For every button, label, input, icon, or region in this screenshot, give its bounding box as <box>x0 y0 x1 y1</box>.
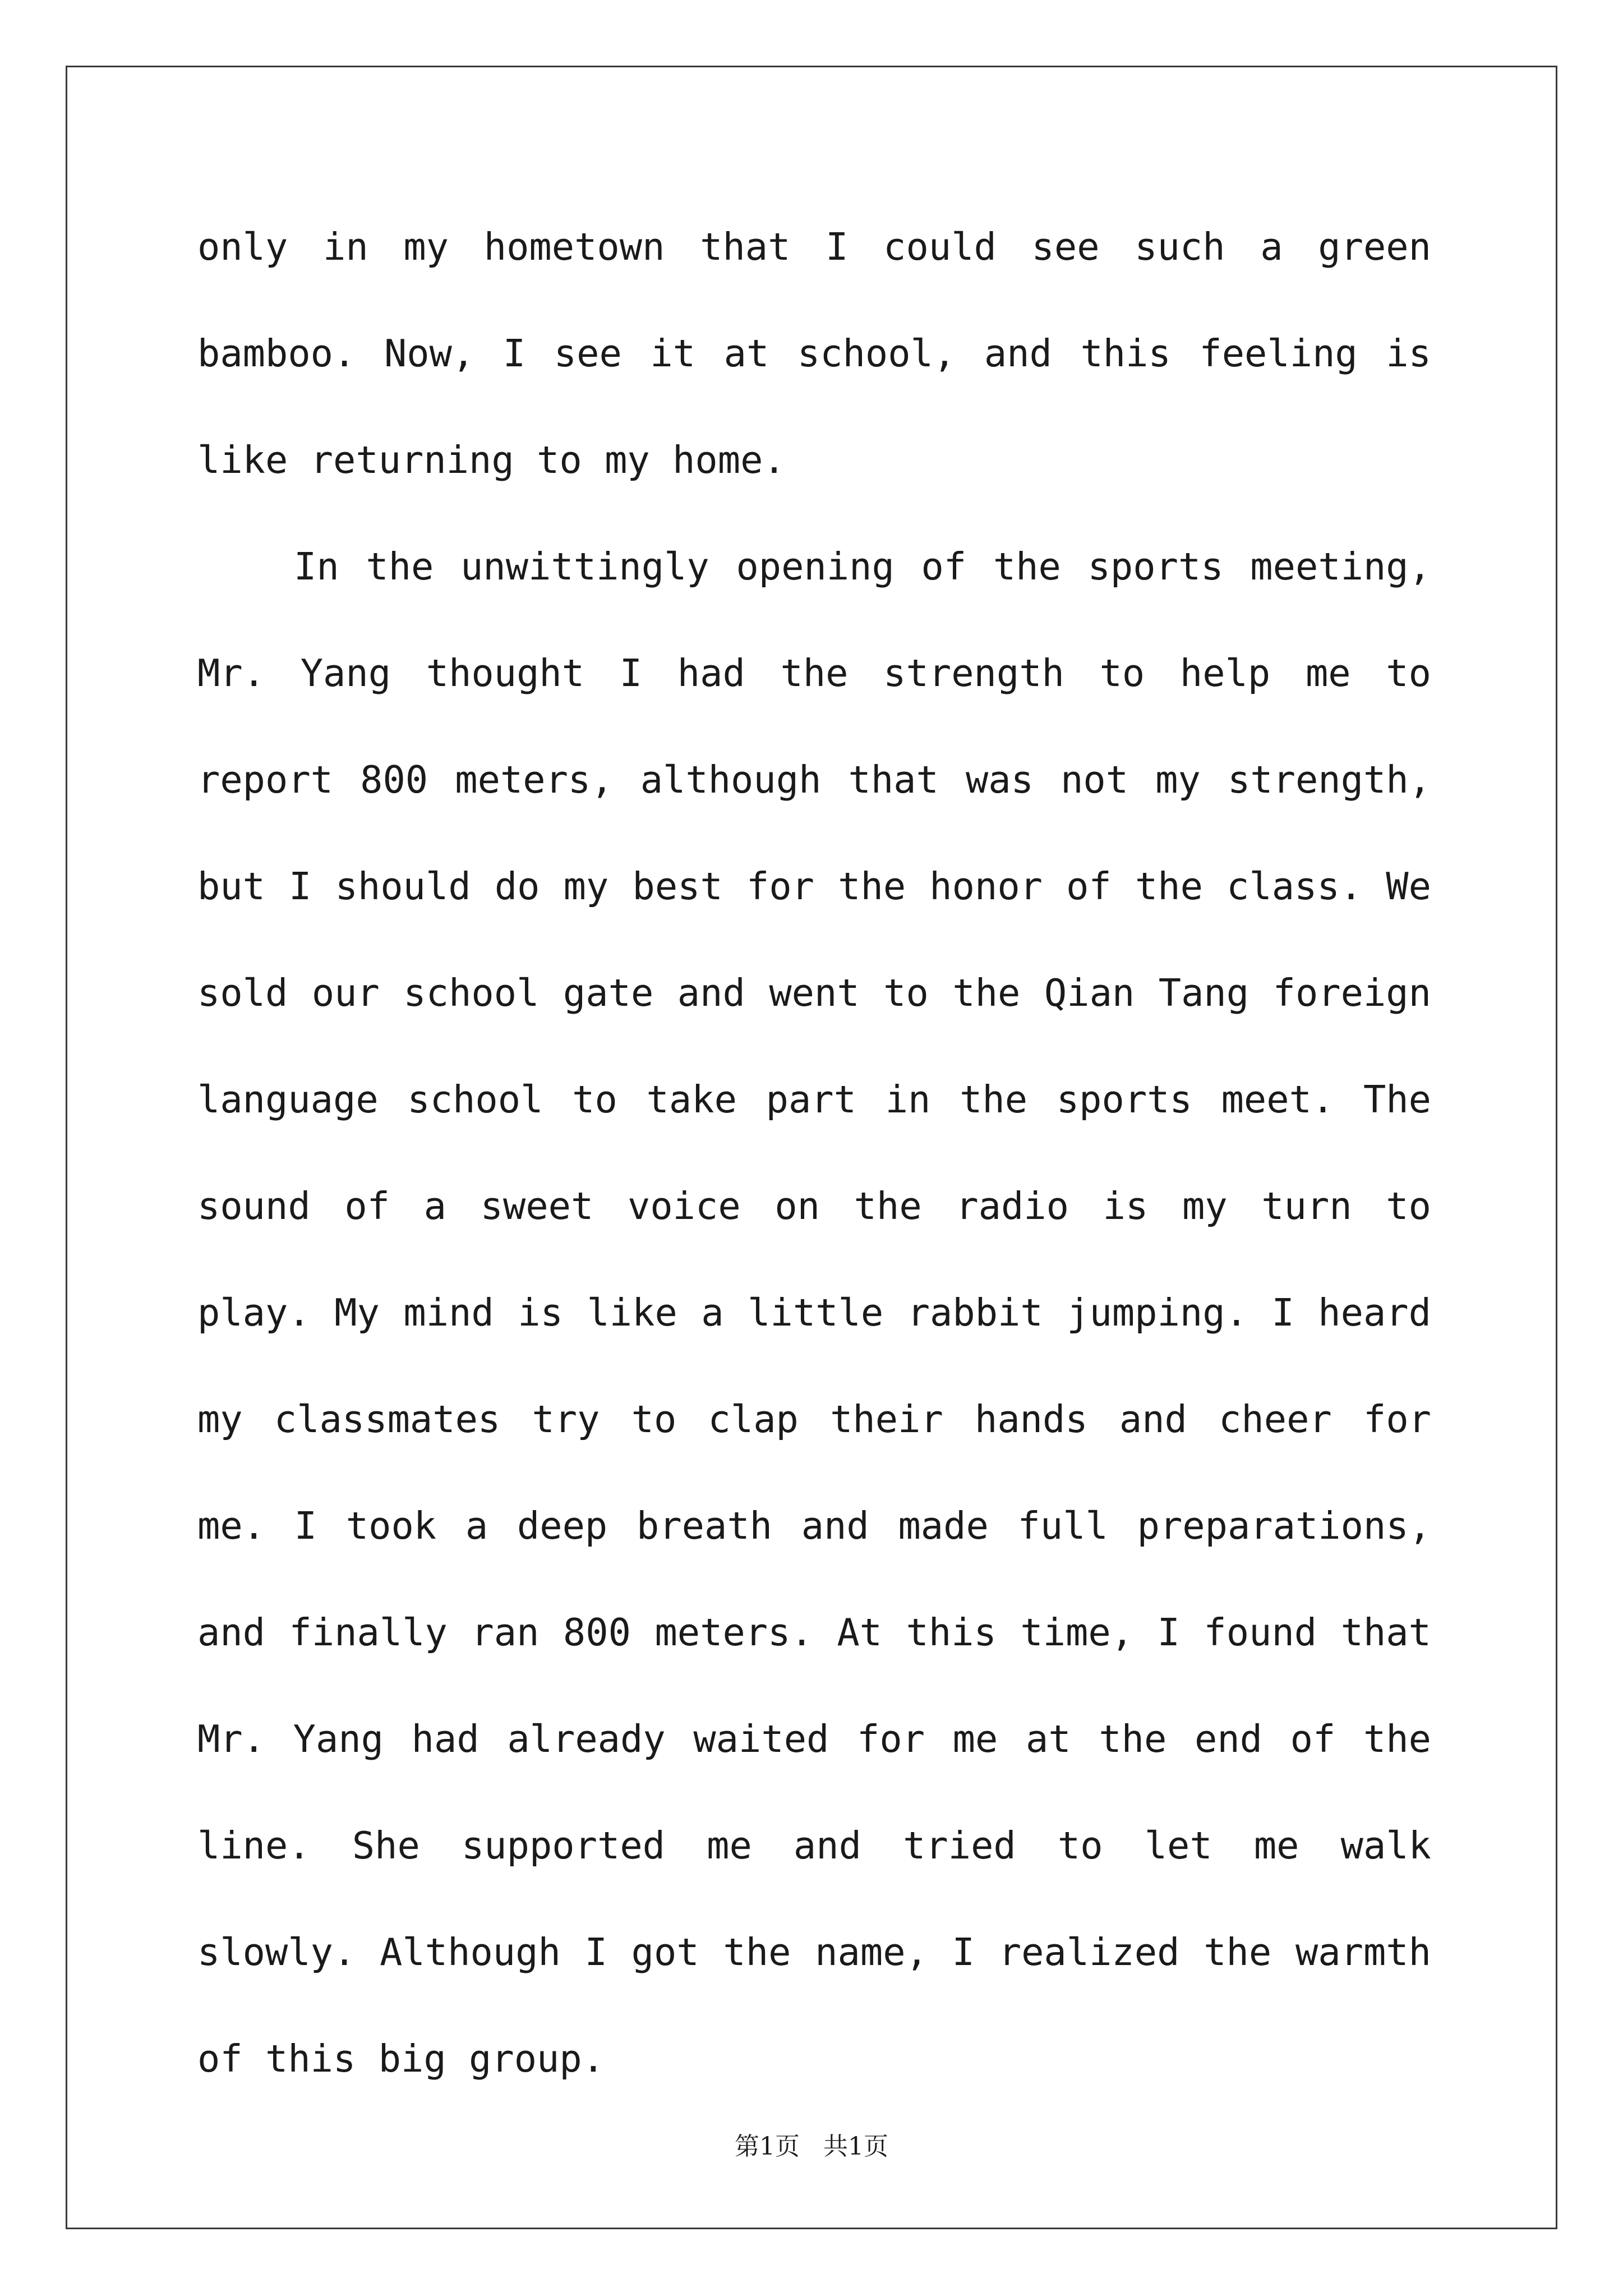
paragraph-2: In the unwittingly opening of the sports meeting, Mr. Yang thought I had the strength to help me to report 800 meters, although that was not my strength, but I should do my best for the honor of the class. We sold our school gate and went to the Qian Tang foreign language school to take part in the sports meet. The sound of a sweet voice on the radio is my turn to play. My mind is like a little rabbit jumping. I heard my classmates try to clap their hands and cheer for me. I took a deep breath and made full preparations, and finally ran 800 meters. At this time, I found that Mr. Yang had already waited for me at the end of the line. She supported me and tried to let me walk slowly. Although I got the name, I realized the warmth of this big group. <box>197 545 1431 2081</box>
paragraph-1: only in my hometown that I could see such a green bamboo. Now, I see it at school, and this feeling is like returning to my home. <box>197 225 1431 482</box>
page-footer: 第1页 共1页 <box>735 2132 888 2161</box>
document-body <box>197 194 1431 2112</box>
